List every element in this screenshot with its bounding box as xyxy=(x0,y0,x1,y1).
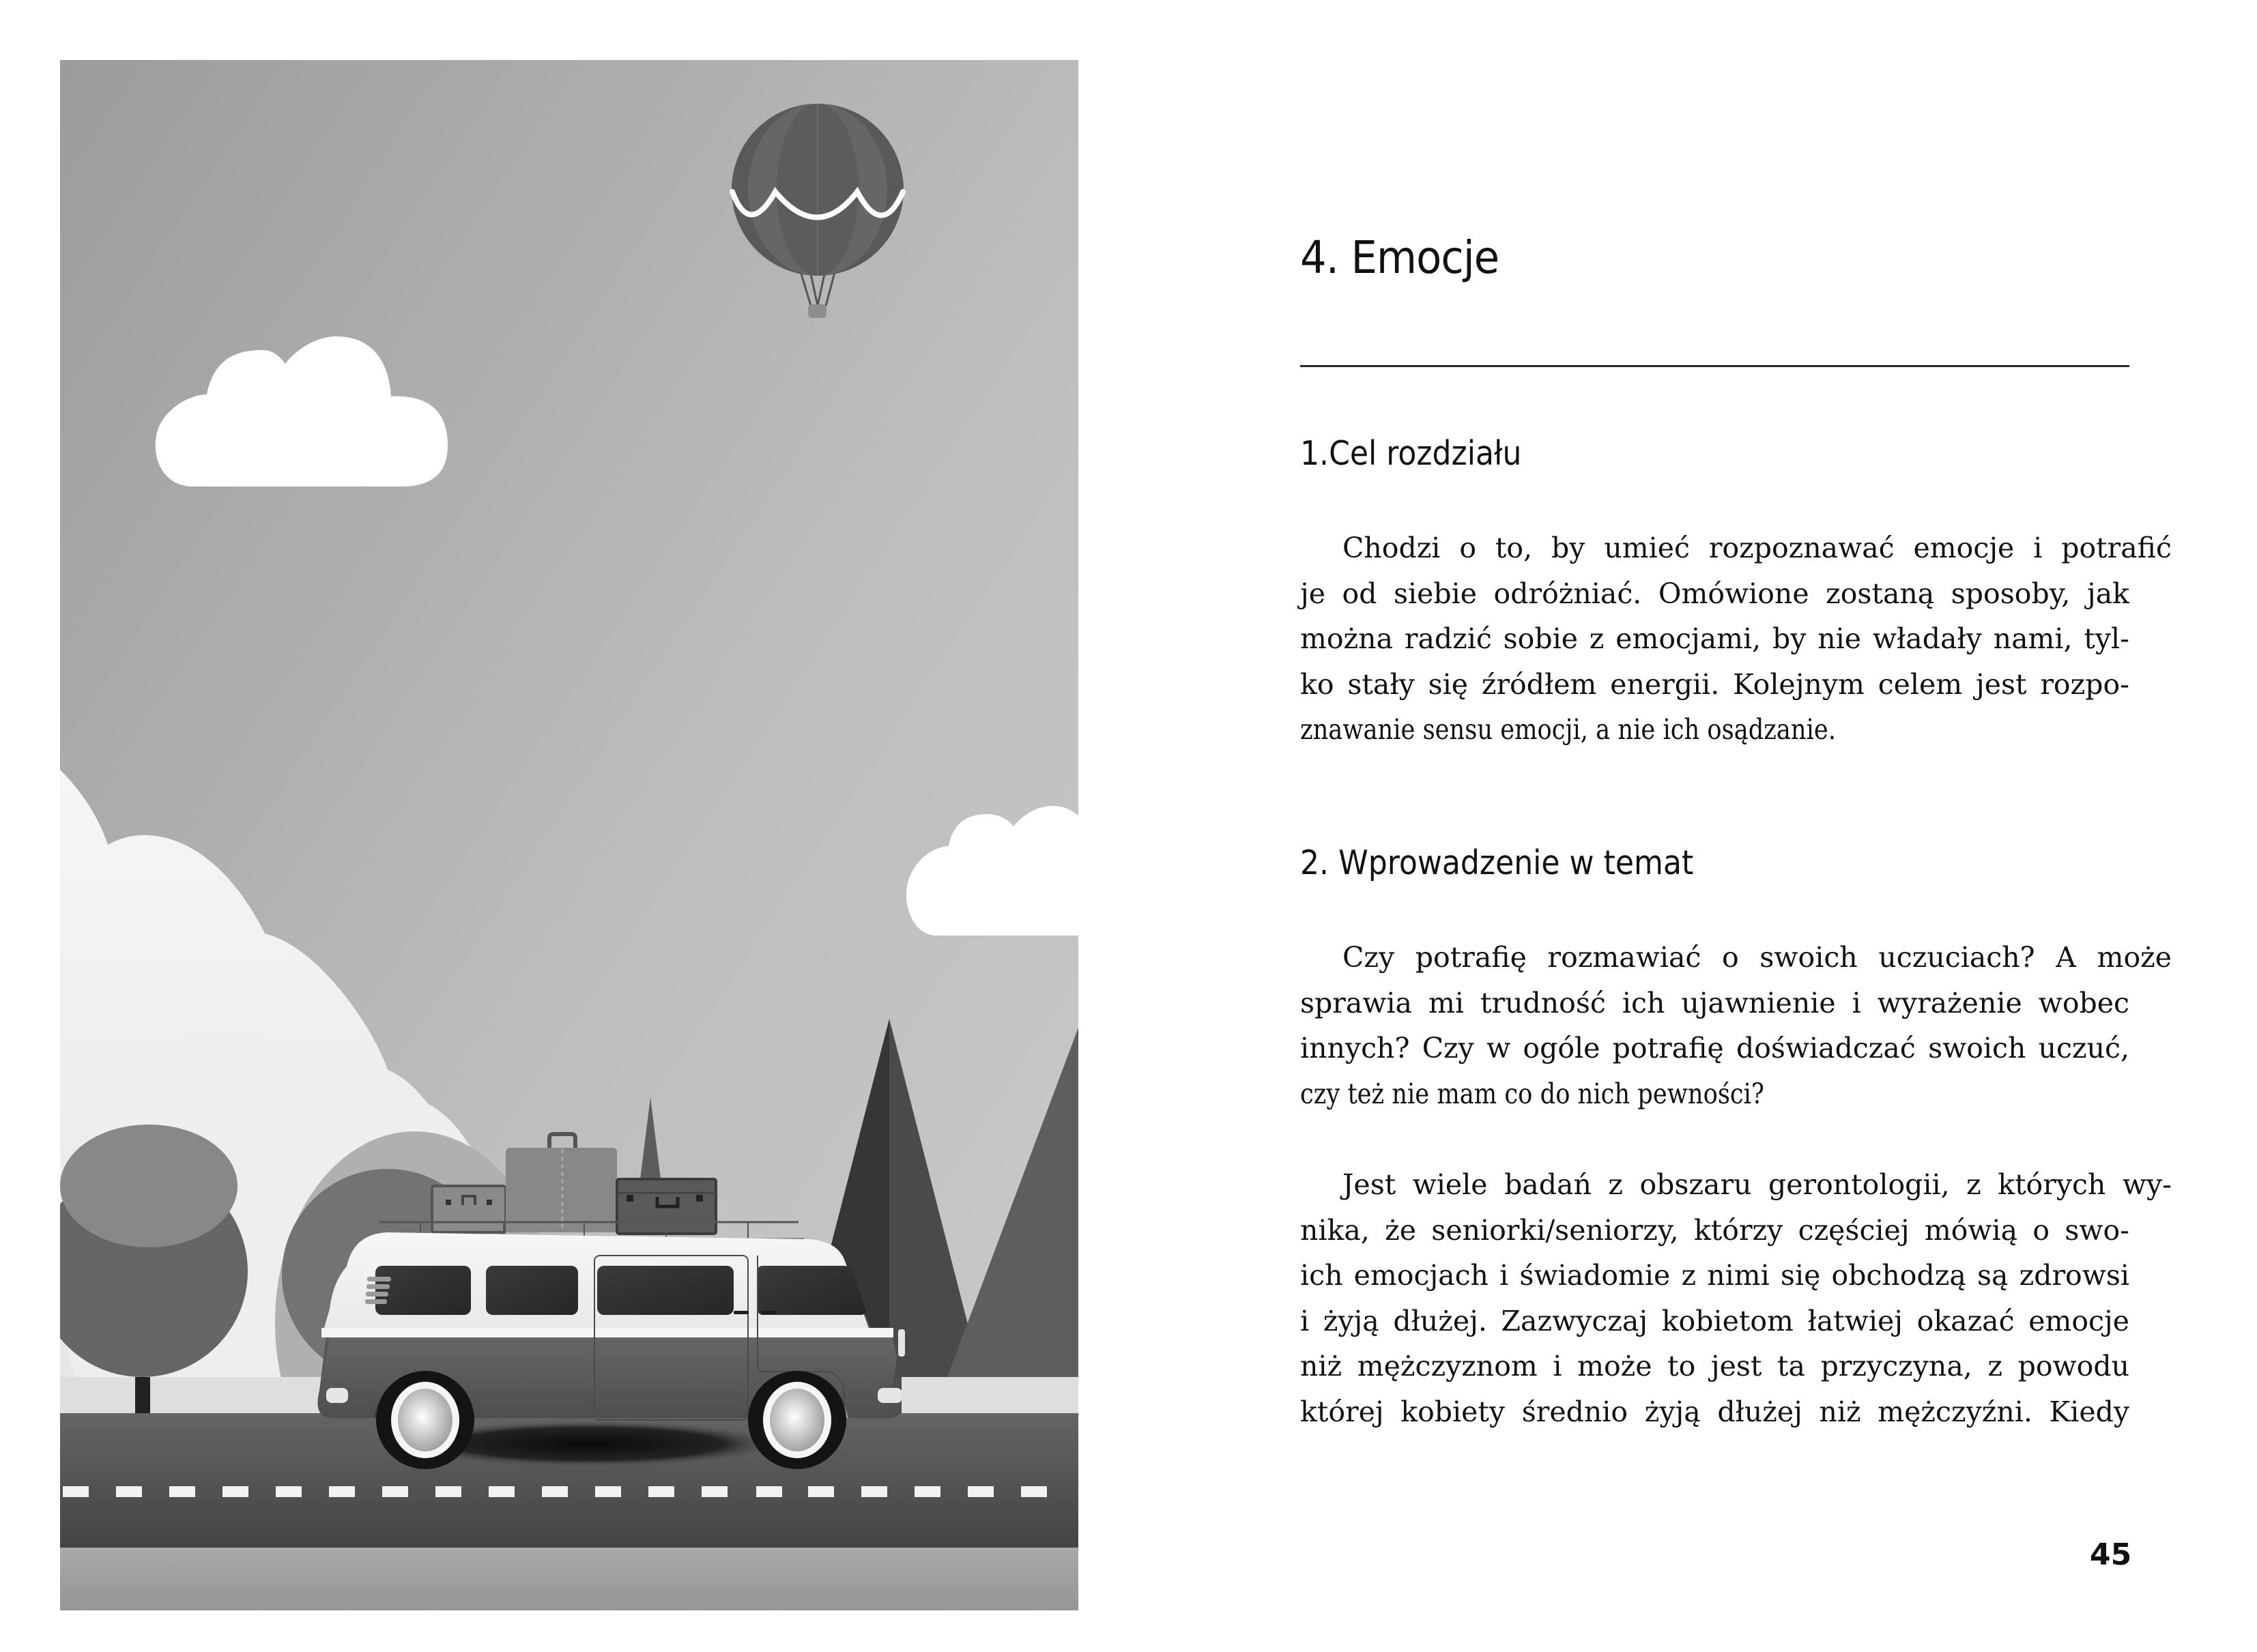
van-wheel-front xyxy=(748,1371,846,1469)
text-line: można radzić sobie z emocjami, by nie władały nami, tyl- xyxy=(1300,622,2129,655)
paragraph-research xyxy=(1300,1162,2172,1434)
van-windshield xyxy=(758,1266,866,1315)
text-line: której kobiety średnio żyją dłużej niż mężczyźni. Kiedy xyxy=(1300,1395,2129,1428)
text-line: ich emocjach i świadomie z nimi się obchodzą są zdrowsi xyxy=(1300,1259,2129,1292)
van-window xyxy=(597,1266,734,1315)
illustration-svg xyxy=(60,60,1078,1610)
text-line: je od siebie odróżniać. Omówione zostaną sposoby, jak xyxy=(1300,577,2129,610)
section-heading-intro: 2. Wprowadzenie w temat xyxy=(1300,843,1694,882)
paragraph-goal xyxy=(1300,525,2172,753)
text-column xyxy=(1300,0,2172,1652)
text-line: Jest wiele badań z obszaru gerontologii, z których wy- xyxy=(1342,1168,2172,1201)
text-line: znawanie sensu emocji, a nie ich osądzanie. xyxy=(1300,713,1836,746)
text-line: niż mężczyznom i może to jest ta przyczyna, z powodu xyxy=(1300,1350,2129,1382)
text-line: i żyją dłużej. Zazwyczaj kobietom łatwiej okazać emocje xyxy=(1300,1304,2129,1337)
van-wheel-rear xyxy=(376,1371,474,1469)
curb xyxy=(60,1548,1078,1610)
text-line: czy też nie mam co do nich pewności? xyxy=(1300,1077,1764,1110)
text-line: innych? Czy w ogóle potrafię doświadczać swoich uczuć, xyxy=(1300,1032,2129,1064)
van-window xyxy=(486,1266,578,1315)
chapter-title: 4. Emocje xyxy=(1300,231,1499,284)
paragraph-questions xyxy=(1300,935,2172,1116)
text-line: sprawia mi trudność ich ujawnienie i wyrażenie wobec xyxy=(1300,986,2129,1019)
van-illustration xyxy=(60,60,1078,1610)
title-divider xyxy=(1300,365,2129,367)
text-line: Czy potrafię rozmawiać o swoich uczuciach? A może xyxy=(1342,941,2172,974)
section-heading-goal: 1.Cel rozdziału xyxy=(1300,434,1522,473)
van-window xyxy=(375,1266,471,1315)
text-line: Chodzi o to, by umieć rozpoznawać emocje i potrafić xyxy=(1342,532,2172,564)
page-number: 45 xyxy=(2090,1537,2132,1572)
text-line: nika, że seniorki/seniorzy, którzy częściej mówią o swo- xyxy=(1300,1213,2129,1247)
text-line: ko stały się źródłem energii. Kolejnym celem jest rozpo- xyxy=(1300,667,2129,701)
